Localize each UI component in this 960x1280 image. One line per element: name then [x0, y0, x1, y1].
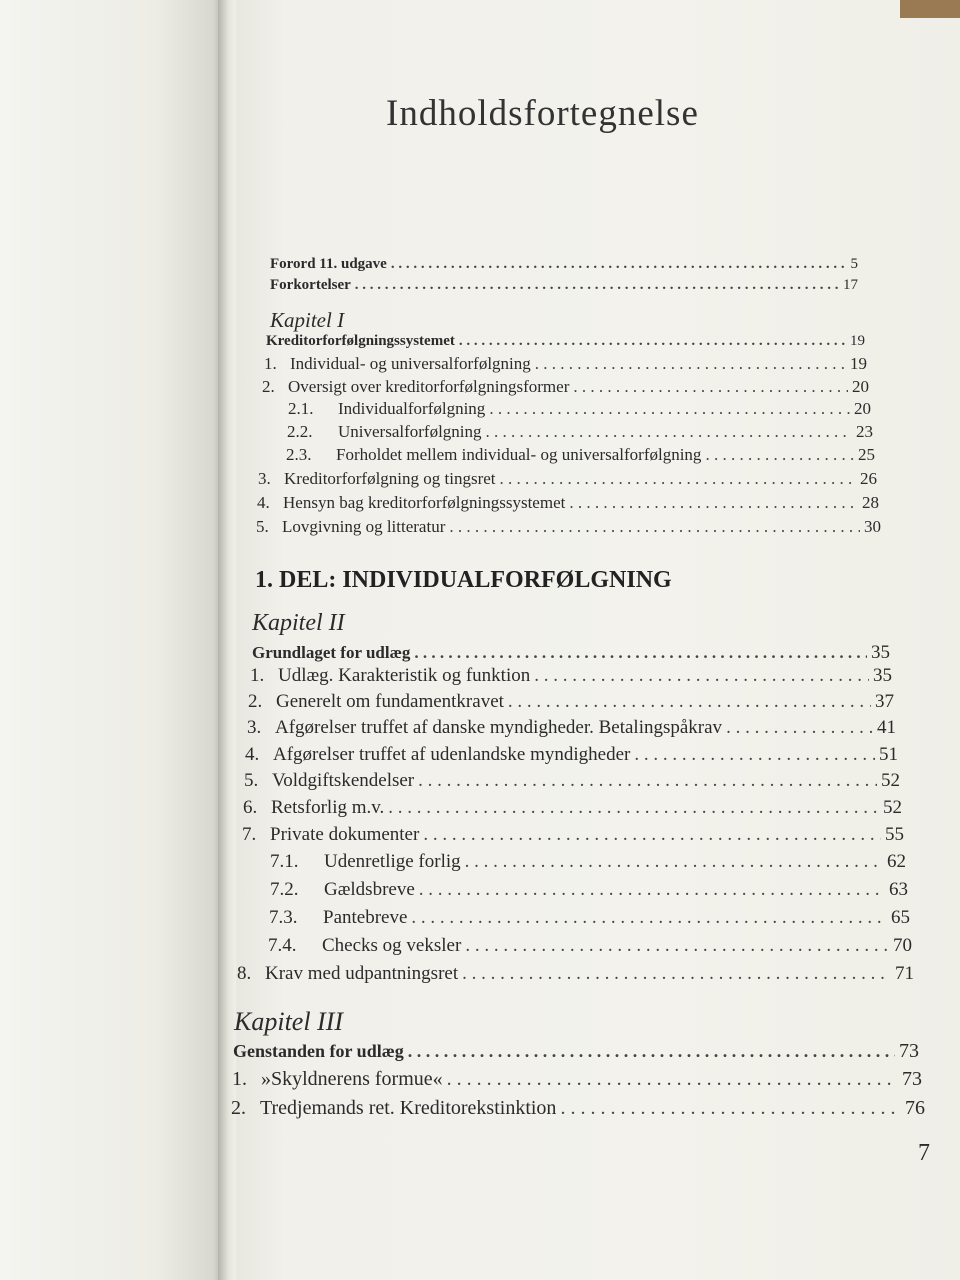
toc-entry-number: 8.: [237, 963, 252, 984]
toc-entry-page: 73: [902, 1068, 922, 1090]
leader-dots: [447, 1068, 898, 1091]
toc-entry-text: Checks og veksler: [322, 935, 462, 956]
toc-entry-page: 30: [864, 517, 881, 536]
toc-entry: [258, 469, 877, 489]
toc-entry-page: 52: [881, 770, 900, 791]
toc-entry-number: 5.: [244, 770, 259, 791]
toc-entry-page: 19: [850, 354, 867, 373]
toc-entry-number: 2.2.: [287, 422, 313, 441]
toc-entry-page: 62: [887, 851, 906, 872]
toc-entry-page: 65: [891, 907, 910, 928]
leader-dots: [418, 770, 877, 792]
toc-entry-number: 4.: [257, 493, 270, 512]
chapter-heading: [252, 642, 890, 664]
toc-entry-text: Gældsbreve: [324, 879, 415, 900]
toc-entry-number: 7.: [242, 824, 257, 845]
left-page: [0, 0, 222, 1280]
toc-entry-text: Forkortelser: [270, 277, 351, 293]
leader-dots: [408, 1041, 895, 1062]
toc-entry-number: 7.4.: [268, 935, 297, 956]
chapter-label: Kapitel III: [234, 1007, 344, 1036]
toc-entry: [250, 665, 892, 687]
leader-dots: [489, 399, 850, 419]
toc-entry: [264, 354, 867, 374]
leader-dots: [388, 797, 879, 819]
leader-dots: [414, 643, 867, 663]
toc-entry-text: Generelt om fundamentkravet: [276, 691, 504, 712]
toc-entry-page: 73: [899, 1040, 919, 1062]
page-number: 7: [918, 1140, 930, 1166]
leader-dots: [449, 517, 860, 537]
toc-entry-text: Krav med udpantningsret: [265, 963, 459, 984]
toc-entry-text: Forord 11. udgave: [270, 256, 387, 272]
toc-entry-page: 41: [877, 717, 896, 738]
toc-entry-number: 3.: [258, 469, 271, 488]
toc-entry: [286, 445, 875, 465]
toc-entry-number: 3.: [247, 717, 262, 738]
toc-entry-number: 2.1.: [288, 399, 314, 418]
toc-entry-page: 28: [862, 493, 879, 512]
toc-entry-page: 71: [895, 963, 914, 984]
toc-entry: [237, 963, 914, 985]
leader-dots: [462, 963, 891, 985]
chapter-heading: [266, 333, 865, 350]
toc-entry-page: 20: [854, 399, 871, 418]
toc-entry: [270, 256, 858, 273]
toc-entry-page: 70: [893, 935, 912, 956]
leader-dots: [391, 256, 847, 273]
toc-entry-page: 5: [850, 256, 858, 272]
toc-entry-number: 2.3.: [286, 445, 312, 464]
toc-entry-text: Universalforfølgning: [338, 422, 482, 441]
toc-entry-number: 1.: [250, 665, 265, 686]
toc-entry-number: 7.1.: [270, 851, 299, 872]
toc-entry-text: Private dokumenter: [270, 824, 420, 845]
toc-entry-text: Voldgiftskendelser: [272, 770, 415, 791]
leader-dots: [573, 377, 848, 397]
toc-entry-text: Kreditorforfølgning og tingsret: [284, 469, 496, 488]
toc-entry-page: 23: [856, 422, 873, 441]
toc-entry: [242, 824, 904, 846]
toc-entry-text: Udenretlige forlig: [324, 851, 461, 872]
toc-entry-text: Hensyn bag kreditorforfølgningssystemet: [283, 493, 566, 512]
toc-entry-page: 63: [889, 879, 908, 900]
toc-entry-text: Forholdet mellem individual- og universalforfølgning: [336, 445, 702, 464]
toc-entry: [244, 770, 900, 792]
toc-entry-page: 26: [860, 469, 877, 488]
leader-dots: [419, 879, 885, 901]
toc-entry-text: Individual- og universalforfølgning: [290, 354, 531, 373]
leader-dots: [355, 277, 839, 294]
table-surface: [900, 0, 960, 18]
toc-entry-number: 7.2.: [270, 879, 299, 900]
toc-entry-text: Grundlaget for udlæg: [252, 643, 411, 662]
toc-entry: [257, 493, 879, 513]
page-title: Indholdsfortegnelse: [386, 93, 699, 134]
toc-entry: [248, 691, 894, 713]
leader-dots: [535, 354, 846, 374]
toc-entry-number: 7.3.: [269, 907, 298, 928]
toc-entry-number: 6.: [243, 797, 258, 818]
chapter-label: Kapitel I: [270, 308, 345, 332]
toc-entry-text: Oversigt over kreditorforfølgningsformer: [288, 377, 570, 396]
leader-dots: [569, 493, 858, 513]
leader-dots: [465, 851, 883, 873]
toc-entry-page: 76: [905, 1097, 925, 1119]
leader-dots: [705, 445, 854, 465]
toc-entry: [231, 1097, 925, 1120]
toc-entry: [232, 1068, 922, 1091]
toc-entry: [270, 277, 858, 294]
toc-entry: [270, 851, 906, 873]
toc-entry: [288, 399, 871, 419]
toc-entry-page: 20: [852, 377, 869, 396]
toc-entry-text: Afgørelser truffet af udenlandske myndigheder: [273, 744, 631, 765]
toc-entry-number: 4.: [245, 744, 260, 765]
toc-entry-text: Individualforfølgning: [338, 399, 486, 418]
toc-entry-page: 35: [873, 665, 892, 686]
toc-entry-number: 1.: [264, 354, 277, 373]
leader-dots: [465, 935, 889, 957]
toc-entry-number: 2.: [262, 377, 275, 396]
toc-entry-number: 2.: [231, 1097, 246, 1119]
toc-entry-page: 35: [871, 642, 890, 663]
toc-entry-text: Afgørelser truffet af danske myndigheder. Betalingspåkrav: [275, 717, 723, 738]
leader-dots: [634, 744, 875, 766]
toc-entry-number: 2.: [248, 691, 263, 712]
toc-entry: [262, 377, 869, 397]
toc-entry: [245, 744, 898, 766]
toc-entry-text: »Skyldnerens formue«: [261, 1068, 443, 1090]
leader-dots: [500, 469, 856, 489]
toc-entry-page: 52: [883, 797, 902, 818]
toc-entry-number: 1.: [232, 1068, 247, 1090]
leader-dots: [459, 333, 846, 350]
toc-entry: [287, 422, 873, 442]
toc-entry: [243, 797, 902, 819]
toc-entry-text: Genstanden for udlæg: [233, 1041, 404, 1061]
toc-entry-page: 55: [885, 824, 904, 845]
toc-entry-page: 19: [850, 333, 865, 349]
toc-entry-page: 51: [879, 744, 898, 765]
toc-entry-number: 5.: [256, 517, 269, 536]
toc-entry-page: 17: [843, 277, 858, 293]
toc-entry-text: Tredjemands ret. Kreditorekstinktion: [260, 1097, 557, 1119]
leader-dots: [560, 1097, 901, 1120]
toc-entry: [270, 879, 908, 901]
toc-entry-page: 25: [858, 445, 875, 464]
toc-entry-text: Pantebreve: [323, 907, 408, 928]
toc-entry-text: Udlæg. Karakteristik og funktion: [278, 665, 531, 686]
toc-entry-text: Kreditorforfølgningssystemet: [266, 333, 455, 349]
chapter-heading: [233, 1040, 919, 1063]
toc-entry: [256, 517, 881, 537]
leader-dots: [534, 665, 869, 687]
toc-entry-text: Lovgivning og litteratur: [282, 517, 446, 536]
toc-entry-text: Retsforlig m.v.: [271, 797, 385, 818]
leader-dots: [486, 422, 852, 442]
toc-entry-page: 37: [875, 691, 894, 712]
leader-dots: [423, 824, 881, 846]
toc-entry: [269, 907, 910, 929]
part-heading: 1. DEL: INDIVIDUALFORFØLGNING: [255, 567, 672, 593]
toc-entry: [268, 935, 912, 957]
leader-dots: [508, 691, 871, 713]
chapter-label: Kapitel II: [252, 610, 345, 636]
leader-dots: [411, 907, 887, 929]
toc-entry: [247, 717, 896, 739]
leader-dots: [726, 717, 873, 739]
